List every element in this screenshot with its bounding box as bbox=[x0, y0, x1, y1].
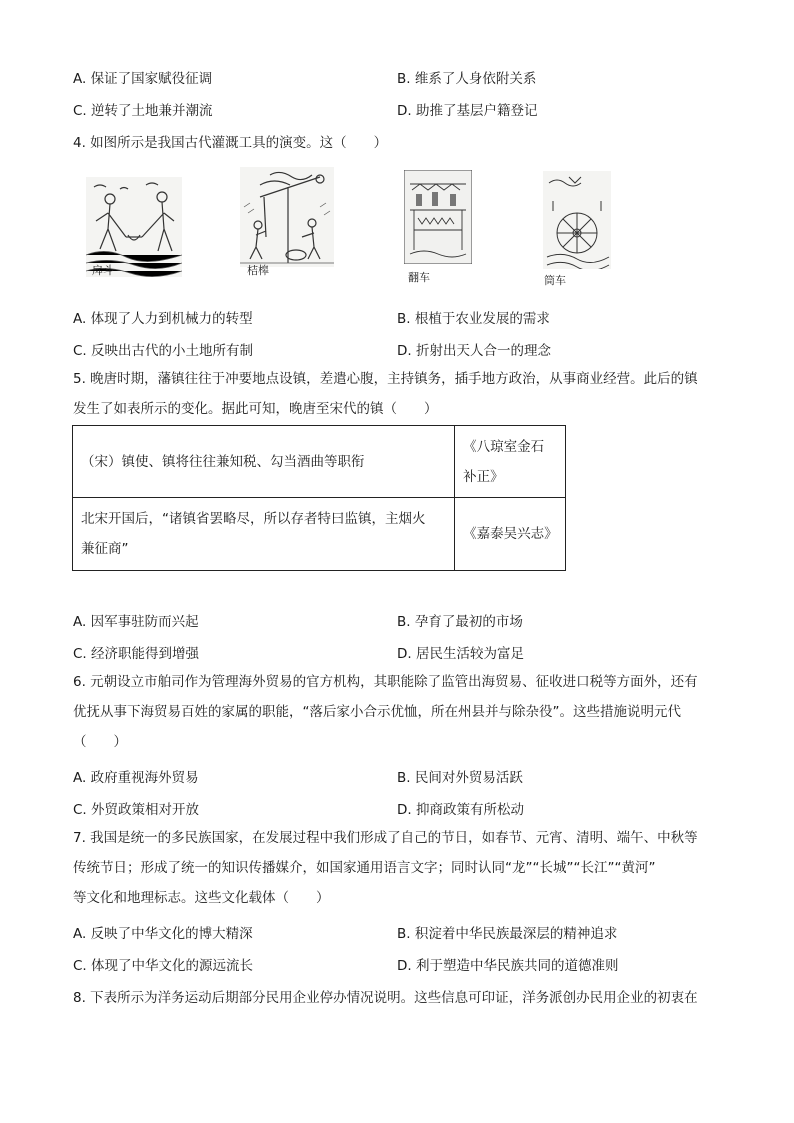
q5-stem-line: 发生了如表所示的变化。据此可知，晚唐至宋代的镇（ ） bbox=[73, 401, 438, 417]
q4-option-c: C. 反映出古代的小土地所有制 bbox=[73, 343, 254, 359]
table-row bbox=[73, 498, 566, 571]
cell-line: （宋）镇使、镇将往往兼知税、勾当酒曲等职衔 bbox=[81, 453, 365, 470]
q4-option-a: A. 体现了人力到机械力的转型 bbox=[73, 311, 253, 327]
tongche-illustration bbox=[543, 171, 611, 269]
cell-line: 兼征商” bbox=[81, 541, 129, 557]
q3-option-b: B. 维系了人身依附关系 bbox=[397, 71, 537, 87]
q4-stem: 4. 如图所示是我国古代灌溉工具的演变。这（ ） bbox=[73, 135, 388, 151]
q3-option-c: C. 逆转了土地兼并潮流 bbox=[73, 103, 213, 119]
q7-option-b: B. 积淀着中华民族最深层的精神追求 bbox=[397, 926, 618, 942]
q5-stem bbox=[73, 364, 733, 424]
table-cell-content bbox=[73, 498, 455, 571]
cell-line: 《嘉泰吴兴志》 bbox=[463, 526, 558, 542]
tongche-caption: 筒车 bbox=[544, 274, 566, 287]
q6-option-b: B. 民间对外贸易活跃 bbox=[397, 770, 523, 786]
q6-option-d: D. 抑商政策有所松动 bbox=[397, 802, 524, 818]
jiegao-caption: 桔槔 bbox=[247, 264, 269, 277]
q5-stem-line: 5. 晚唐时期，藩镇往往于冲要地点设镇，差遣心腹，主持镇务，插手地方政治，从事商业经营。此后的镇 bbox=[73, 371, 698, 387]
q6-option-c: C. 外贸政策相对开放 bbox=[73, 802, 200, 818]
table-cell-source bbox=[455, 498, 566, 571]
q7-stem-line: 传统节日；形成了统一的知识传播媒介，如国家通用语言文字；同时认同“龙”“长城”“长江”“黄河” bbox=[73, 860, 656, 876]
q7-option-d: D. 利于塑造中华民族共同的道德准则 bbox=[397, 958, 619, 974]
q5-option-b: B. 孕育了最初的市场 bbox=[397, 614, 523, 630]
q6-stem bbox=[73, 667, 733, 757]
q7-stem-line: 等文化和地理标志。这些文化载体（ ） bbox=[73, 890, 330, 906]
cell-line: 《八琼室金石 bbox=[463, 438, 545, 455]
fanche-caption: 翻车 bbox=[408, 271, 430, 284]
q3-option-d: D. 助推了基层户籍登记 bbox=[397, 103, 538, 119]
q7-option-c: C. 体现了中华文化的源远流长 bbox=[73, 958, 254, 974]
q3-option-a: A. 保证了国家赋役征调 bbox=[73, 71, 213, 87]
table-cell-content bbox=[73, 426, 455, 498]
q6-stem-line: 6. 元朝设立市舶司作为管理海外贸易的官方机构，其职能除了监管出海贸易、征收进口税等方面外，还有 bbox=[73, 674, 698, 690]
q8-stem: 8. 下表所示为洋务运动后期部分民用企业停办情况说明。这些信息可印证，洋务派创办民用企业的初衷在 bbox=[73, 990, 698, 1006]
q7-stem-line: 7. 我国是统一的多民族国家，在发展过程中我们形成了自己的节日，如春节、元宵、清明、端午、中秋等 bbox=[73, 830, 698, 846]
doushi-caption: 戽斗 bbox=[92, 264, 114, 277]
fanche-illustration bbox=[404, 170, 472, 264]
q7-option-a: A. 反映了中华文化的博大精深 bbox=[73, 926, 253, 942]
table-row bbox=[73, 426, 566, 498]
cell-line: 补正》 bbox=[463, 468, 504, 485]
q7-stem bbox=[73, 823, 733, 913]
q5-option-d: D. 居民生活较为富足 bbox=[397, 646, 524, 662]
jiegao-illustration bbox=[240, 167, 334, 267]
cell-line: 北宋开国后，“诸镇省罢略尽，所以存者特曰监镇，主烟火 bbox=[81, 511, 426, 527]
q4-option-d: D. 折射出天人合一的理念 bbox=[397, 343, 551, 359]
q4-option-b: B. 根植于农业发展的需求 bbox=[397, 311, 550, 327]
q6-stem-line: （ ） bbox=[73, 734, 127, 750]
q6-option-a: A. 政府重视海外贸易 bbox=[73, 770, 199, 786]
q6-stem-line: 优抚从事下海贸易百姓的家属的职能，“落后家小合示优恤，所在州县并与除杂役”。这些措施说明元代 bbox=[73, 704, 681, 720]
q5-option-a: A. 因军事驻防而兴起 bbox=[73, 614, 199, 630]
q5-source-table bbox=[72, 425, 566, 571]
table-cell-source bbox=[455, 426, 566, 498]
q5-option-c: C. 经济职能得到增强 bbox=[73, 646, 200, 662]
